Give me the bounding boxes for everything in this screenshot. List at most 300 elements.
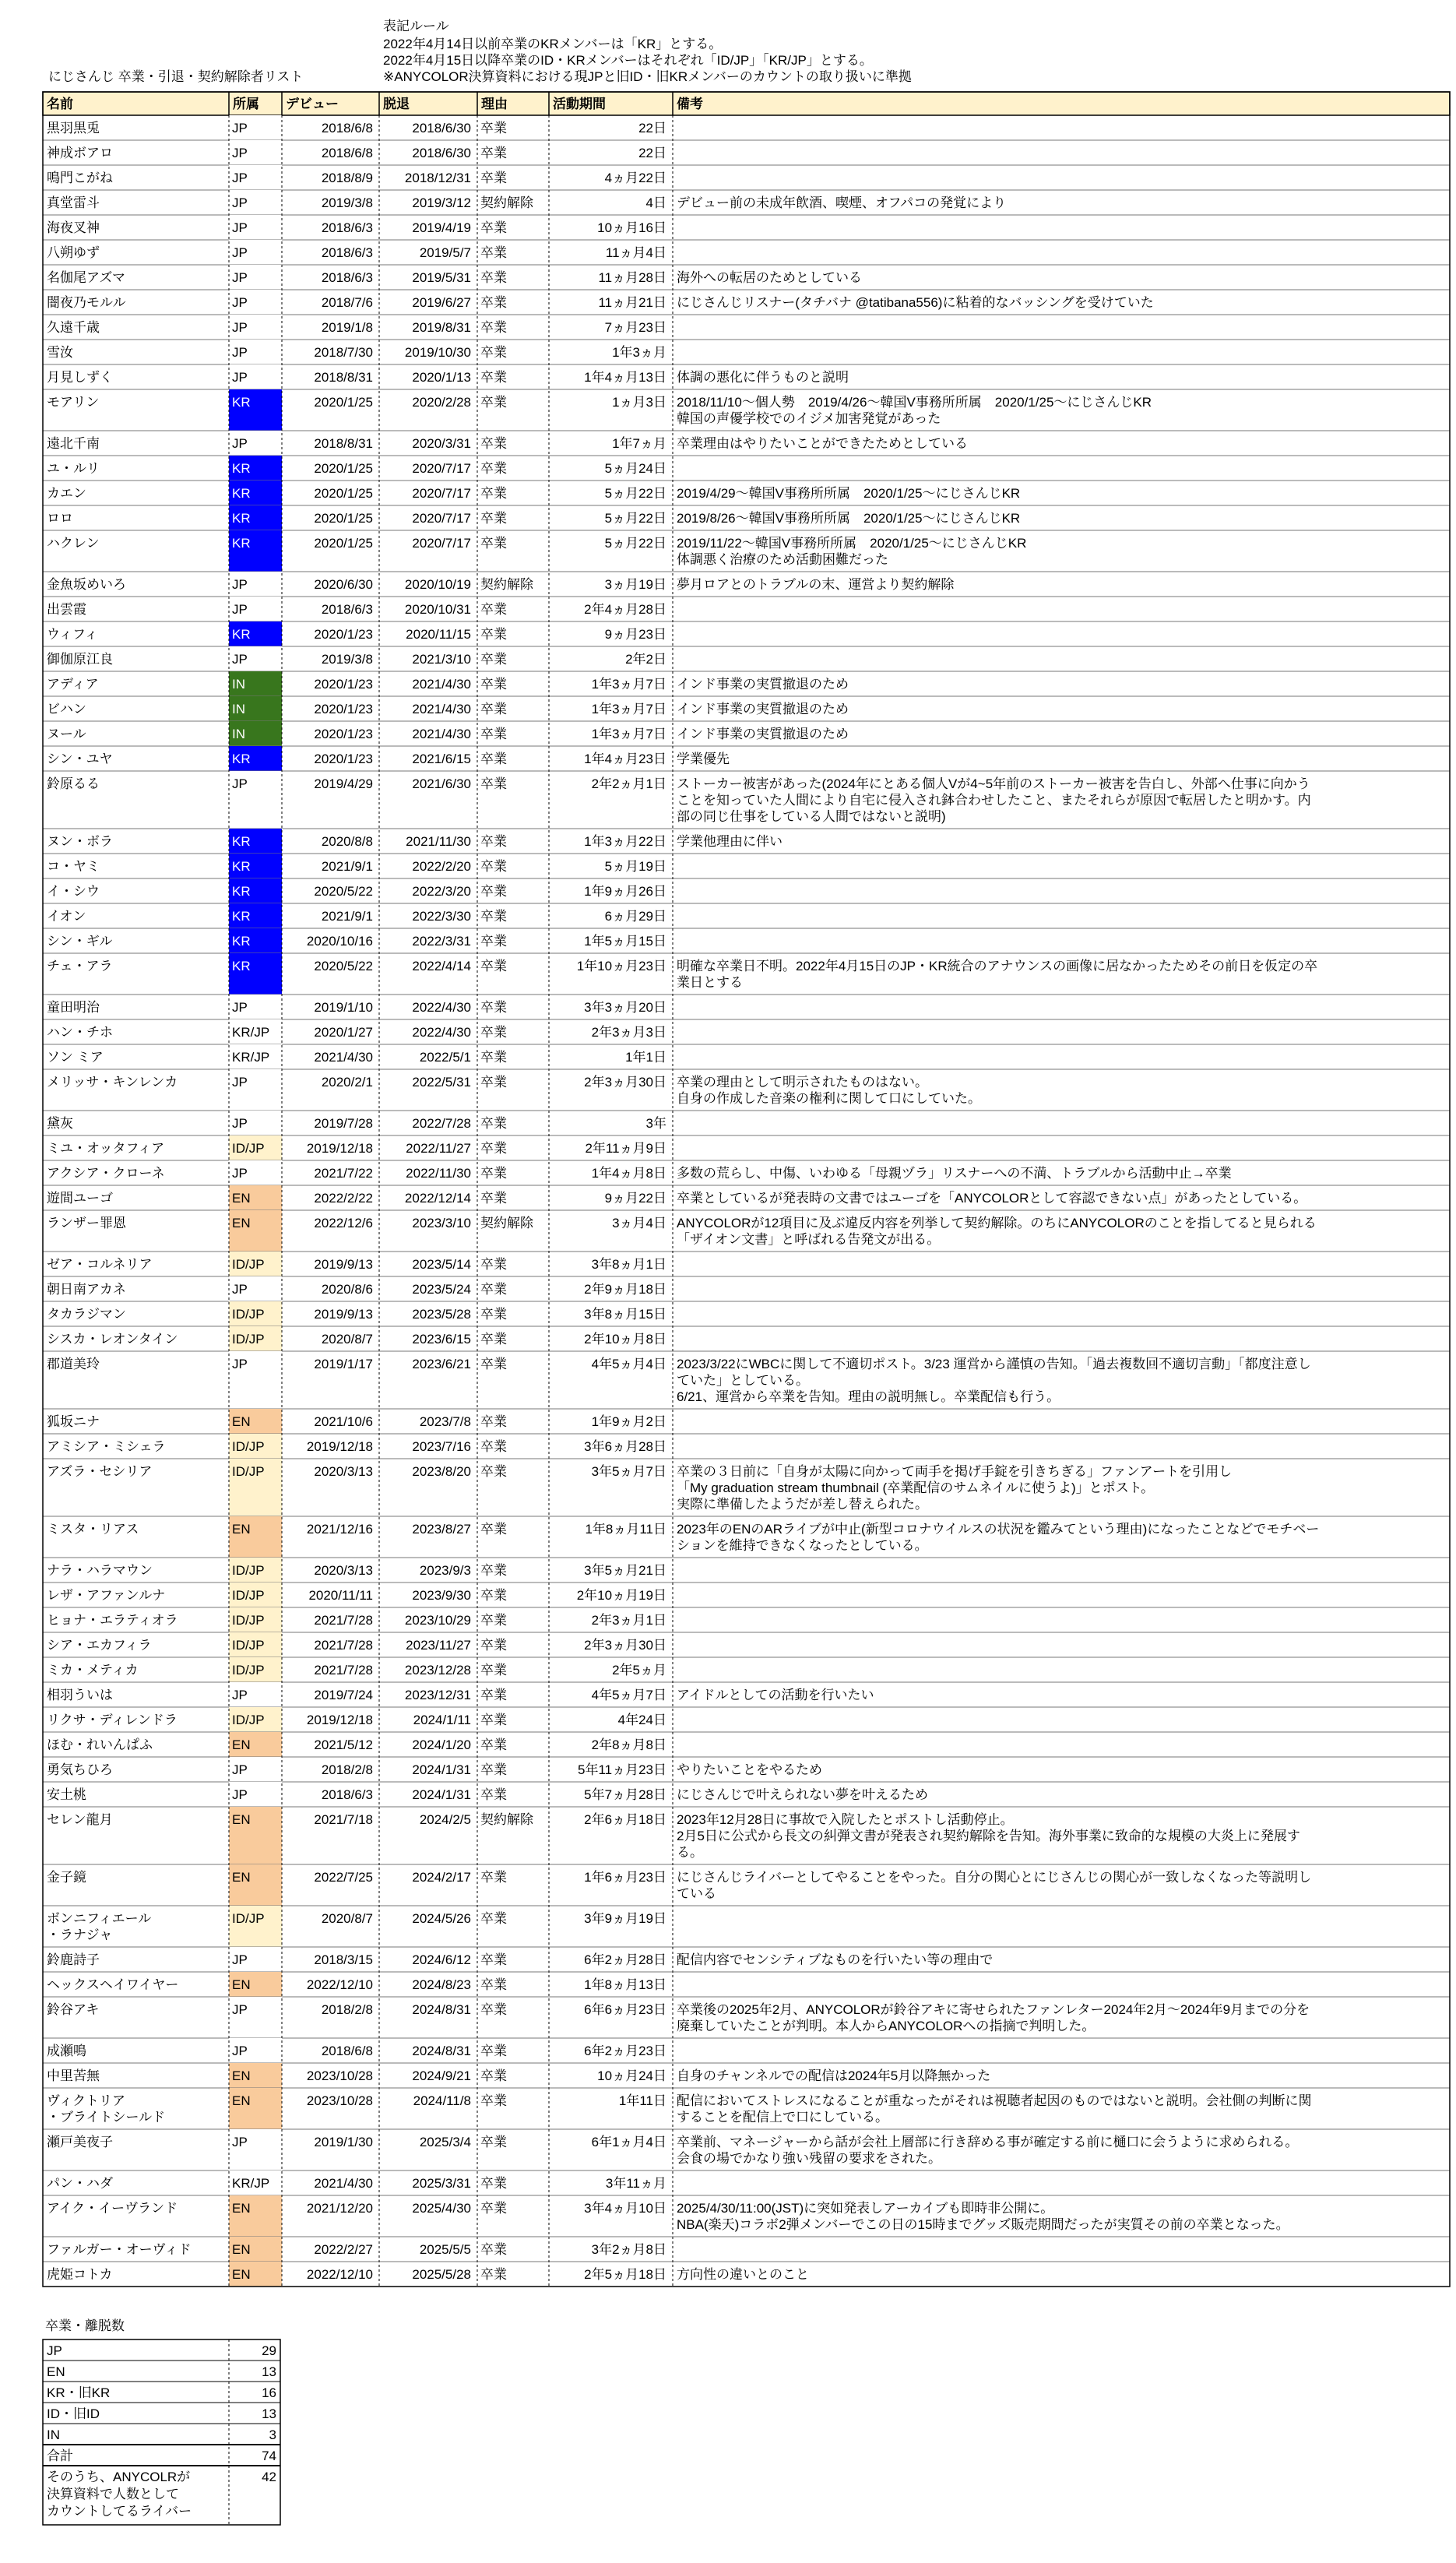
remark: 配信内容でセンシティブなものを行いたい等の理由で [677, 1952, 994, 1967]
active-period: 1年8ヵ月13日 [584, 1977, 666, 1992]
remark: ている [677, 1886, 716, 1901]
remark: インド事業の実質撤退のため [677, 727, 849, 741]
member-name: 遊間ユーゴ [47, 1191, 113, 1206]
leave-date: 2019/8/31 [412, 320, 471, 335]
remark: 6/21、運営から卒業を告知。理由の説明無し。卒業配信も行う。 [677, 1389, 1060, 1404]
debut-date: 2019/12/18 [306, 1141, 373, 1156]
remark: る。 [677, 1845, 703, 1860]
reason: 卒業 [480, 1166, 507, 1181]
affiliation: EN [232, 1977, 251, 1992]
affiliation: JP [232, 270, 248, 285]
table-row [43, 240, 1450, 265]
active-period: 11ヵ月4日 [605, 245, 666, 260]
table-row [43, 115, 1450, 140]
active-period: 2年8ヵ月8日 [591, 1737, 666, 1752]
leave-date: 2023/6/15 [412, 1332, 471, 1347]
leave-date: 2024/8/23 [412, 1977, 471, 1992]
remark: 多数の荒らし、中傷、いわゆる「母親ヅラ」リスナーへの不満、トラブルから活動中止→卒業 [677, 1166, 1232, 1181]
member-name: リクサ・ディレンドラ [47, 1713, 178, 1727]
reason: 卒業 [480, 1737, 507, 1752]
column-header: 脱退 [383, 97, 410, 111]
remark: 明確な卒業日不明。2022年4月15日のJP・KR統合のアナウンスの画像に居なかったためその前日を仮定の卒 [677, 959, 1318, 973]
reason: 卒業 [480, 1116, 507, 1131]
active-period: 1年11日 [618, 2093, 666, 2108]
remark: 卒業前、マネージャーから話が会社上層部に行き辞める事が確定する前に樋口に会うように求められる。 [677, 2135, 1299, 2149]
leave-date: 2024/8/31 [412, 2044, 471, 2058]
debut-date: 2020/3/13 [314, 1563, 373, 1578]
affiliation: KR [232, 959, 251, 973]
debut-date: 2020/5/22 [314, 884, 373, 899]
table-row [43, 621, 1450, 646]
reason: 卒業 [480, 1688, 507, 1702]
reason: 卒業 [480, 602, 507, 617]
remark: 卒業としているが発表時の文書ではユーゴを「ANYCOLORとして容認できない点」があったとしている。 [677, 1191, 1307, 1206]
leave-date: 2022/2/20 [412, 859, 471, 874]
active-period: 2年3ヵ月30日 [584, 1638, 666, 1653]
active-period: 3年8ヵ月1日 [591, 1257, 666, 1272]
active-period: 1年3ヵ月7日 [591, 702, 666, 716]
member-name: ウィフィ [47, 627, 98, 642]
affiliation: JP [232, 370, 248, 385]
affiliation: EN [232, 1216, 251, 1230]
leave-date: 2019/10/30 [404, 345, 471, 360]
reason: 卒業 [480, 1613, 507, 1628]
member-name: ロロ [47, 511, 73, 526]
leave-date: 2018/6/30 [412, 146, 471, 160]
debut-date: 2022/12/10 [306, 1977, 373, 1992]
remark: NBA(楽天)コラボ2弾メンバーでこの日の15時までグッズ販売期間だったが実質その前の卒業となった。 [677, 2217, 1289, 2232]
leave-date: 2020/7/17 [412, 461, 471, 476]
affiliation: EN [232, 1522, 251, 1537]
remark: 体調の悪化に伴うものと説明 [677, 370, 849, 385]
active-period: 6年1ヵ月4日 [591, 2135, 666, 2149]
affiliation: KR [232, 536, 251, 551]
remark: インド事業の実質撤退のため [677, 702, 849, 716]
table-row [43, 928, 1450, 953]
leave-date: 2019/5/7 [419, 245, 471, 260]
leave-date: 2021/4/30 [412, 677, 471, 692]
column-header: 名前 [47, 97, 73, 111]
active-period: 7ヵ月23日 [604, 320, 666, 335]
summary-label: IN [47, 2427, 60, 2442]
debut-date: 2019/9/13 [314, 1257, 373, 1272]
affiliation: KR [232, 627, 251, 642]
leave-date: 2020/10/19 [404, 577, 471, 592]
debut-date: 2020/1/25 [314, 511, 373, 526]
member-name: 雪汝 [47, 345, 73, 360]
member-name: ・ラナジャ [47, 1928, 113, 1942]
leave-date: 2024/1/31 [412, 1762, 471, 1777]
affiliation: ID/JP [232, 1911, 265, 1926]
member-name: 出雲霞 [47, 602, 86, 617]
table-row [43, 1409, 1450, 1434]
member-name: 月見しずく [47, 370, 113, 385]
summary-value: 29 [262, 2343, 276, 2358]
table-row [43, 1276, 1450, 1301]
active-period: 10ヵ月16日 [597, 220, 666, 235]
remark: 卒業の３日前に「自身が太陽に向かって両手を掲げ手錠を引きちぎる」ファンアートを引用し [677, 1464, 1233, 1479]
reason: 卒業 [480, 1257, 507, 1272]
debut-date: 2018/8/31 [314, 436, 373, 451]
leave-date: 2025/4/30 [412, 2201, 471, 2216]
member-name: セレン龍月 [47, 1812, 113, 1827]
remark: 自身のチャンネルでの配信は2024年5月以降無かった [677, 2068, 991, 2083]
active-period: 22日 [638, 121, 666, 136]
active-period: 1年10ヵ月23日 [576, 959, 666, 973]
remark: 2019/11/22〜韓国V事務所所属 2020/1/25〜にじさんじKR [677, 536, 1027, 551]
active-period: 1年9ヵ月26日 [584, 884, 666, 899]
member-name: ヴィクトリア [47, 2093, 125, 2108]
active-period: 4ヵ月22日 [604, 171, 666, 185]
affiliation: KR [232, 834, 251, 849]
active-period: 5ヵ月22日 [604, 511, 666, 526]
debut-date: 2021/10/6 [314, 1414, 373, 1429]
active-period: 5ヵ月22日 [604, 536, 666, 551]
active-period: 3年 [645, 1116, 666, 1131]
summary-label: 合計 [47, 2449, 73, 2463]
leave-date: 2025/3/31 [412, 2176, 471, 2191]
reason: 卒業 [480, 370, 507, 385]
leave-date: 2020/7/17 [412, 536, 471, 551]
debut-date: 2019/9/13 [314, 1307, 373, 1322]
sheet-title: にじさんじ 卒業・引退・契約解除者リスト [48, 69, 304, 84]
reason: 卒業 [480, 752, 507, 766]
active-period: 4年5ヵ月7日 [591, 1688, 666, 1702]
member-name: ・ブライトシールド [47, 2110, 166, 2125]
debut-date: 2020/1/25 [314, 486, 373, 501]
leave-date: 2022/5/31 [412, 1075, 471, 1090]
reason: 卒業 [480, 1588, 507, 1603]
table-row [43, 215, 1450, 240]
debut-date: 2019/7/24 [314, 1688, 373, 1702]
debut-date: 2019/12/18 [306, 1713, 373, 1727]
debut-date: 2020/1/23 [314, 677, 373, 692]
reason: 卒業 [480, 702, 507, 716]
active-period: 6年6ヵ月23日 [584, 2002, 666, 2017]
remark: 2025/4/30/11:00(JST)に突如発表しアーカイブも即時非公開に。 [677, 2201, 1054, 2216]
remark: デビュー前の未成年飲酒、喫煙、オフパコの発覚により [677, 195, 1007, 210]
active-period: 2年6ヵ月18日 [584, 1812, 666, 1827]
member-name: 鳴門こがね [47, 171, 113, 185]
table-row [43, 1732, 1450, 1757]
reason: 卒業 [480, 245, 507, 260]
debut-date: 2019/3/8 [321, 652, 373, 667]
leave-date: 2020/7/17 [412, 511, 471, 526]
remark: 2023/3/22にWBCに関して不適切ポスト。3/23 運営から謹慎の告知。「過去複数回不適切言動」「都度注意し [677, 1357, 1311, 1371]
active-period: 3年2ヵ月8日 [591, 2242, 666, 2257]
affiliation: EN [232, 1812, 251, 1827]
debut-date: 2020/2/1 [321, 1075, 373, 1090]
active-period: 4日 [645, 195, 666, 210]
leave-date: 2024/9/21 [412, 2068, 471, 2083]
reason: 卒業 [480, 1439, 507, 1454]
member-name: 黒羽黒兎 [47, 121, 100, 136]
debut-date: 2022/7/25 [314, 1870, 373, 1885]
affiliation: KR [232, 511, 251, 526]
reason: 契約解除 [480, 195, 533, 210]
summary-value: 74 [262, 2449, 276, 2463]
remark: ストーカー被害があった(2024年にとある個人Vが4~5年前のストーカー被害を告白し、外部へ仕事に向かう [677, 776, 1310, 791]
affiliation: IN [232, 702, 245, 716]
member-name: ミユ・オッタフィア [47, 1141, 165, 1156]
affiliation: JP [232, 577, 248, 592]
leave-date: 2019/5/31 [412, 270, 471, 285]
leave-date: 2019/3/12 [412, 195, 471, 210]
remark: にじさんじリスナー(タチバナ @tatibana556)に粘着的なバッシングを受けていた [677, 295, 1154, 310]
member-name: 中里苦無 [47, 2068, 100, 2083]
active-period: 9ヵ月22日 [604, 1191, 666, 1206]
affiliation: EN [232, 2242, 251, 2257]
affiliation: JP [232, 2135, 248, 2149]
active-period: 1ヵ月3日 [612, 395, 666, 410]
active-period: 6ヵ月29日 [604, 909, 666, 924]
leave-date: 2024/8/31 [412, 2002, 471, 2017]
reason: 卒業 [480, 2135, 507, 2149]
active-period: 3ヵ月19日 [604, 577, 666, 592]
affiliation: JP [232, 1166, 248, 1181]
reason: 卒業 [480, 2242, 507, 2257]
leave-date: 2021/11/30 [406, 834, 471, 849]
debut-date: 2021/7/28 [314, 1613, 373, 1628]
active-period: 5ヵ月19日 [604, 859, 666, 874]
affiliation: ID/JP [232, 1663, 265, 1678]
active-period: 3年9ヵ月19日 [584, 1911, 666, 1926]
active-period: 5ヵ月24日 [604, 461, 666, 476]
debut-date: 2021/9/1 [321, 909, 373, 924]
debut-date: 2020/1/23 [314, 627, 373, 642]
member-name: ソン ミア [47, 1050, 104, 1065]
debut-date: 2018/3/15 [314, 1952, 373, 1967]
remark: 2018/11/10〜個人勢 2019/4/26〜韓国V事務所所属 2020/1/25〜にじさんじKR [677, 395, 1152, 410]
leave-date: 2024/2/5 [419, 1812, 471, 1827]
member-name: シスカ・レオンタイン [47, 1332, 178, 1347]
member-name: タカラジマン [47, 1307, 126, 1322]
reason: 卒業 [480, 727, 507, 741]
member-name: ヒョナ・エラティオラ [47, 1613, 178, 1628]
leave-date: 2020/1/13 [412, 370, 471, 385]
member-name: 朝日南アカネ [47, 1282, 126, 1297]
reason: 卒業 [480, 436, 507, 451]
member-name: 八朔ゆず [47, 245, 100, 260]
member-name: 遠北千南 [47, 436, 100, 451]
leave-date: 2025/5/5 [419, 2242, 471, 2257]
reason: 卒業 [480, 1663, 507, 1678]
debut-date: 2020/10/16 [306, 934, 373, 949]
reason: 卒業 [480, 934, 507, 949]
leave-date: 2022/7/28 [412, 1116, 471, 1131]
remark: 2023年のENのARライブが中止(新型コロナウイルスの状況を鑑みてという理由)になったことなどでモチベー [677, 1522, 1320, 1537]
column-header: デビュー [286, 97, 339, 111]
affiliation: KR [232, 752, 251, 766]
leave-date: 2023/7/8 [419, 1414, 471, 1429]
affiliation: JP [232, 1762, 248, 1777]
leave-date: 2025/3/4 [419, 2135, 471, 2149]
active-period: 2年4ヵ月28日 [584, 602, 666, 617]
affiliation: ID/JP [232, 1141, 265, 1156]
member-name: 郡道美玲 [47, 1357, 100, 1371]
affiliation: KR/JP [232, 1050, 270, 1065]
remark: にじさんじライバーとしてやることをやった。自分の関心とにじさんじの関心が一致しなくなった等説明し [677, 1870, 1312, 1885]
active-period: 11ヵ月21日 [598, 295, 666, 310]
notes-line: 2022年4月15日以降卒業のID・KRメンバーはそれぞれ「ID/JP」「KR/JP」とする。 [383, 53, 873, 68]
member-name: 狐坂ニナ [47, 1414, 100, 1429]
member-name: ミスタ・リアス [47, 1522, 139, 1537]
debut-date: 2019/7/28 [314, 1116, 373, 1131]
member-name: アイク・イーヴランド [47, 2201, 178, 2216]
active-period: 2年3ヵ月3日 [591, 1025, 666, 1040]
leave-date: 2022/3/31 [412, 934, 471, 949]
affiliation: JP [232, 345, 248, 360]
remark: アイドルとしての活動を行いたい [677, 1688, 874, 1702]
reason: 卒業 [480, 320, 507, 335]
debut-date: 2020/8/7 [321, 1332, 373, 1347]
remark: 会食の場でかなり強い残留の要求をされた。 [677, 2151, 941, 2166]
remark: にじさんじで叶えられない夢を叶えるため [677, 1787, 928, 1802]
affiliation: EN [232, 2093, 251, 2108]
debut-date: 2021/12/16 [306, 1522, 373, 1537]
leave-date: 2024/5/26 [412, 1911, 471, 1926]
summary-label: JP [47, 2343, 62, 2358]
debut-date: 2021/12/20 [306, 2201, 373, 2216]
table-row [43, 995, 1450, 1019]
member-name: イオン [47, 909, 86, 924]
leave-date: 2020/3/31 [412, 436, 471, 451]
member-name: 勇気ちひろ [47, 1762, 113, 1777]
debut-date: 2020/8/8 [321, 834, 373, 849]
affiliation: EN [232, 1191, 251, 1206]
active-period: 1年7ヵ月 [612, 436, 666, 451]
active-period: 2年3ヵ月1日 [591, 1613, 666, 1628]
reason: 卒業 [480, 171, 507, 185]
affiliation: JP [232, 1952, 248, 1967]
active-period: 2年10ヵ月8日 [584, 1332, 666, 1347]
active-period: 6年2ヵ月28日 [584, 1952, 666, 1967]
leave-date: 2024/1/31 [412, 1787, 471, 1802]
affiliation: KR [232, 909, 251, 924]
leave-date: 2022/12/14 [404, 1191, 471, 1206]
debut-date: 2022/2/27 [314, 2242, 373, 2257]
debut-date: 2021/7/28 [314, 1663, 373, 1678]
leave-date: 2020/2/28 [412, 395, 471, 410]
affiliation: EN [232, 1870, 251, 1885]
reason: 卒業 [480, 2267, 507, 2282]
active-period: 22日 [638, 146, 666, 160]
affiliation: EN [232, 2267, 251, 2282]
remark: することを配信上で口にしている。 [677, 2110, 888, 2125]
table-row [43, 456, 1450, 481]
active-period: 6年2ヵ月23日 [584, 2044, 666, 2058]
member-name: シン・ギル [47, 934, 113, 949]
summary-footnote-value: 42 [262, 2470, 276, 2484]
leave-date: 2022/3/20 [412, 884, 471, 899]
member-name: 名伽尾アズマ [47, 270, 125, 285]
active-period: 11ヵ月28日 [598, 270, 666, 285]
member-name: アズラ・セシリア [47, 1464, 153, 1479]
reason: 卒業 [480, 295, 507, 310]
leave-date: 2022/11/30 [406, 1166, 471, 1181]
reason: 卒業 [480, 859, 507, 874]
remark: 実際に準備したようだが差し替えられた。 [677, 1497, 928, 1512]
column-header: 備考 [677, 97, 703, 111]
affiliation: JP [232, 146, 248, 160]
leave-date: 2023/8/27 [412, 1522, 471, 1537]
member-name: モアリン [47, 395, 100, 410]
debut-date: 2018/2/8 [321, 1762, 373, 1777]
reason: 卒業 [480, 1563, 507, 1578]
affiliation: JP [232, 2044, 248, 2058]
leave-date: 2025/5/28 [412, 2267, 471, 2282]
debut-date: 2021/7/28 [314, 1638, 373, 1653]
debut-date: 2021/5/12 [314, 1737, 373, 1752]
member-name: 黛灰 [47, 1116, 73, 1131]
summary-value: 16 [262, 2385, 276, 2400]
reason: 卒業 [480, 1952, 507, 1967]
affiliation: ID/JP [232, 1563, 265, 1578]
active-period: 3年5ヵ月21日 [584, 1563, 666, 1578]
remark: 2019/8/26〜韓国V事務所所属 2020/1/25〜にじさんじKR [677, 511, 1021, 526]
member-name: 鈴鹿詩子 [47, 1952, 100, 1967]
member-name: 真堂雷斗 [47, 195, 100, 210]
table-row [43, 646, 1450, 671]
affiliation: JP [232, 1116, 248, 1131]
leave-date: 2022/3/30 [412, 909, 471, 924]
active-period: 1年6ヵ月23日 [584, 1870, 666, 1885]
affiliation: ID/JP [232, 1257, 265, 1272]
member-name: レザ・アファンルナ [47, 1588, 166, 1603]
debut-date: 2018/6/8 [321, 121, 373, 136]
reason: 卒業 [480, 1075, 507, 1090]
debut-date: 2019/1/17 [314, 1357, 373, 1371]
member-name: ヘックスヘイワイヤー [47, 1977, 179, 1992]
member-name: ユ・ルリ [47, 461, 100, 476]
reason: 卒業 [480, 1911, 507, 1926]
active-period: 4年24日 [617, 1713, 666, 1727]
debut-date: 2018/6/8 [321, 2044, 373, 2058]
debut-date: 2021/9/1 [321, 859, 373, 874]
leave-date: 2023/5/28 [412, 1307, 471, 1322]
leave-date: 2023/6/21 [412, 1357, 471, 1371]
remark: ANYCOLORが12項目に及ぶ違反内容を列挙して契約解除。のちにANYCOLORのことを指してると見られる [677, 1216, 1317, 1230]
member-name: カエン [47, 486, 86, 501]
reason: 卒業 [480, 909, 507, 924]
remark: ことを知っていた人間により自宅に侵入され鉢合わせしたこと、またそれらが原因で転居したと明かす。内 [677, 793, 1311, 808]
affiliation: EN [232, 1414, 251, 1429]
reason: 卒業 [480, 2044, 507, 2058]
affiliation: KR [232, 934, 251, 949]
column-header: 所属 [233, 97, 259, 111]
reason: 卒業 [480, 1522, 507, 1537]
reason: 卒業 [480, 884, 507, 899]
active-period: 3年5ヵ月7日 [591, 1464, 666, 1479]
reason: 卒業 [480, 1191, 507, 1206]
active-period: 1年5ヵ月15日 [584, 934, 666, 949]
reason: 卒業 [480, 1141, 507, 1156]
summary-label: EN [47, 2364, 65, 2379]
member-name: ハクレン [47, 536, 100, 551]
table-row [43, 140, 1450, 165]
member-name: 久遠千歳 [47, 320, 100, 335]
reason: 卒業 [480, 1307, 507, 1322]
debut-date: 2021/4/30 [314, 2176, 373, 2191]
leave-date: 2023/7/16 [412, 1439, 471, 1454]
reason: 契約解除 [480, 1216, 533, 1230]
remark: 卒業理由はやりたいことができたためとしている [677, 436, 968, 451]
member-name: 相羽ういは [47, 1688, 113, 1702]
debut-date: 2019/1/10 [314, 1000, 373, 1015]
remark: 海外への転居のためとしている [677, 270, 862, 285]
reason: 卒業 [480, 2068, 507, 2083]
affiliation: EN [232, 1737, 251, 1752]
